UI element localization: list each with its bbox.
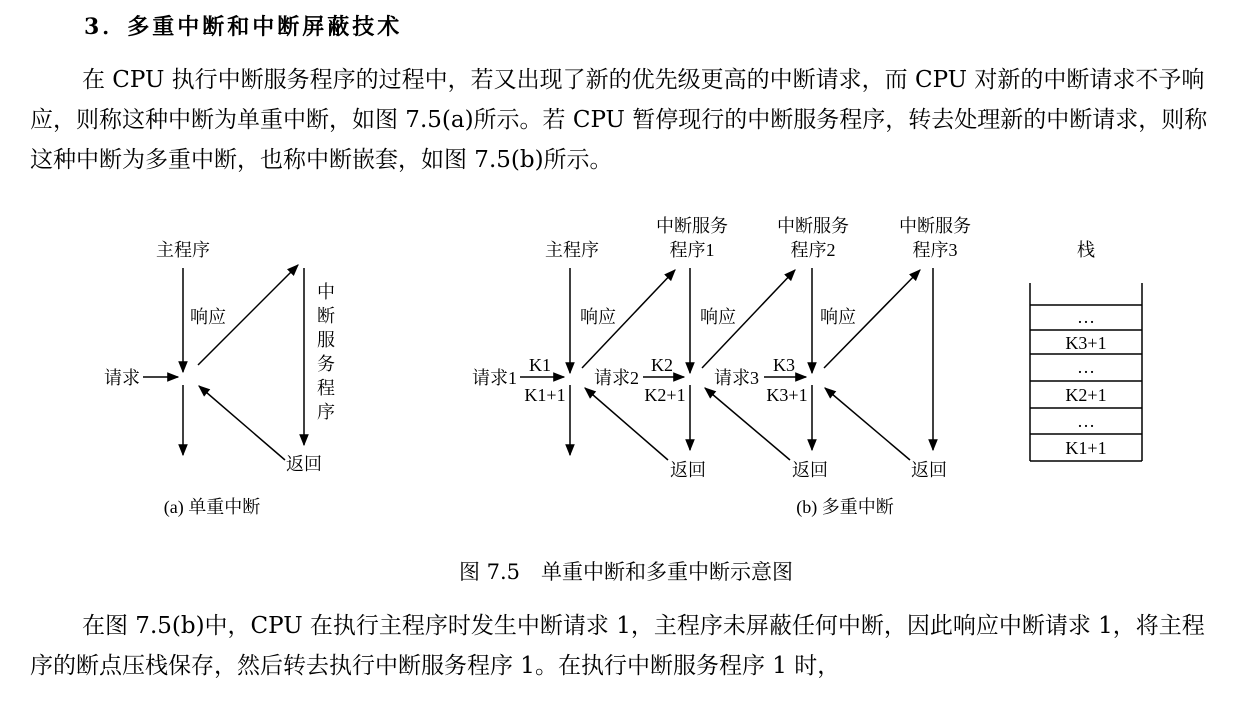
b-service3-label-line1: 中断服务 xyxy=(899,216,971,236)
b-respond2-label: 响应 xyxy=(700,307,736,327)
b-request1-label: 请求1 xyxy=(472,368,517,388)
paragraph-intro xyxy=(30,60,1225,180)
stack-title: 栈 xyxy=(1077,240,1095,260)
stack-cell: K2+1 xyxy=(1065,385,1107,405)
a-service-char: 服 xyxy=(317,330,335,350)
b-return2-label: 返回 xyxy=(792,460,828,480)
a-service-char: 程 xyxy=(317,378,335,398)
stack-cell: K3+1 xyxy=(1065,333,1107,353)
b-service2-label-line2: 程序2 xyxy=(790,240,836,260)
b-k1-label: K1 xyxy=(529,355,551,375)
a-service-char: 务 xyxy=(317,354,335,374)
b-respond3-label: 响应 xyxy=(820,307,856,327)
a-main-label: 主程序 xyxy=(156,240,210,260)
paragraph-explanation xyxy=(30,606,1225,686)
b-service3-label-line2: 程序3 xyxy=(912,240,958,260)
b-return3-arrow xyxy=(825,388,910,460)
b-k1plus1-label: K1+1 xyxy=(524,385,566,405)
stack-cell: … xyxy=(1077,411,1095,431)
a-return-label: 返回 xyxy=(286,454,322,474)
b-service2-label-line1: 中断服务 xyxy=(777,216,849,236)
a-request-label: 请求 xyxy=(104,368,140,388)
b-caption: (b) 多重中断 xyxy=(796,497,894,517)
b-k2-label: K2 xyxy=(651,355,673,375)
b-return3-label: 返回 xyxy=(911,460,947,480)
figure-caption: 图 7.5 单重中断和多重中断示意图 xyxy=(458,560,794,584)
b-main-label: 主程序 xyxy=(545,240,599,260)
a-service-char: 序 xyxy=(317,402,335,422)
b-return1-label: 返回 xyxy=(670,460,706,480)
b-k2plus1-label: K2+1 xyxy=(644,385,686,405)
b-service1-label-line1: 中断服务 xyxy=(656,216,728,236)
paragraph-explanation-text: 在图 7.5(b)中，CPU 在执行主程序时发生中断请求 1，主程序未屏蔽任何中断，因此响应中断请求 1，将主程序的断点压栈保存，然后转去执行中断服务程序 1。在执行中断服务程序 1 时， xyxy=(30,613,1205,679)
a-respond-label: 响应 xyxy=(190,307,226,327)
stack-cell: K1+1 xyxy=(1065,438,1107,458)
figure-7-5 xyxy=(0,205,1252,550)
section-heading: 3．多重中断和中断屏蔽技术 xyxy=(84,14,403,40)
stack-cell: … xyxy=(1077,307,1095,327)
b-k3-label: K3 xyxy=(773,355,795,375)
b-request3-label: 请求3 xyxy=(714,368,759,388)
b-k3plus1-label: K3+1 xyxy=(766,385,808,405)
paragraph-intro-text: 在 CPU 执行中断服务程序的过程中，若又出现了新的优先级更高的中断请求，而 CPU 对新的中断请求不予响应，则称这种中断为单重中断，如图 7.5(a)所示。若 CPU 暂停现行的中断服务程序，转去处理新的中断请求，则称这种中断为多重中断，也称中断嵌套，如图 7.5(b)所示。 xyxy=(30,67,1208,173)
b-respond1-label: 响应 xyxy=(580,307,616,327)
b-service1-label-line2: 程序1 xyxy=(669,240,715,260)
stack-cell: … xyxy=(1077,357,1095,377)
a-service-char: 断 xyxy=(317,306,335,326)
a-return-arrow xyxy=(199,386,285,460)
a-caption: (a) 单重中断 xyxy=(163,497,261,517)
b-request2-label: 请求2 xyxy=(594,368,639,388)
a-service-char: 中 xyxy=(317,282,335,302)
